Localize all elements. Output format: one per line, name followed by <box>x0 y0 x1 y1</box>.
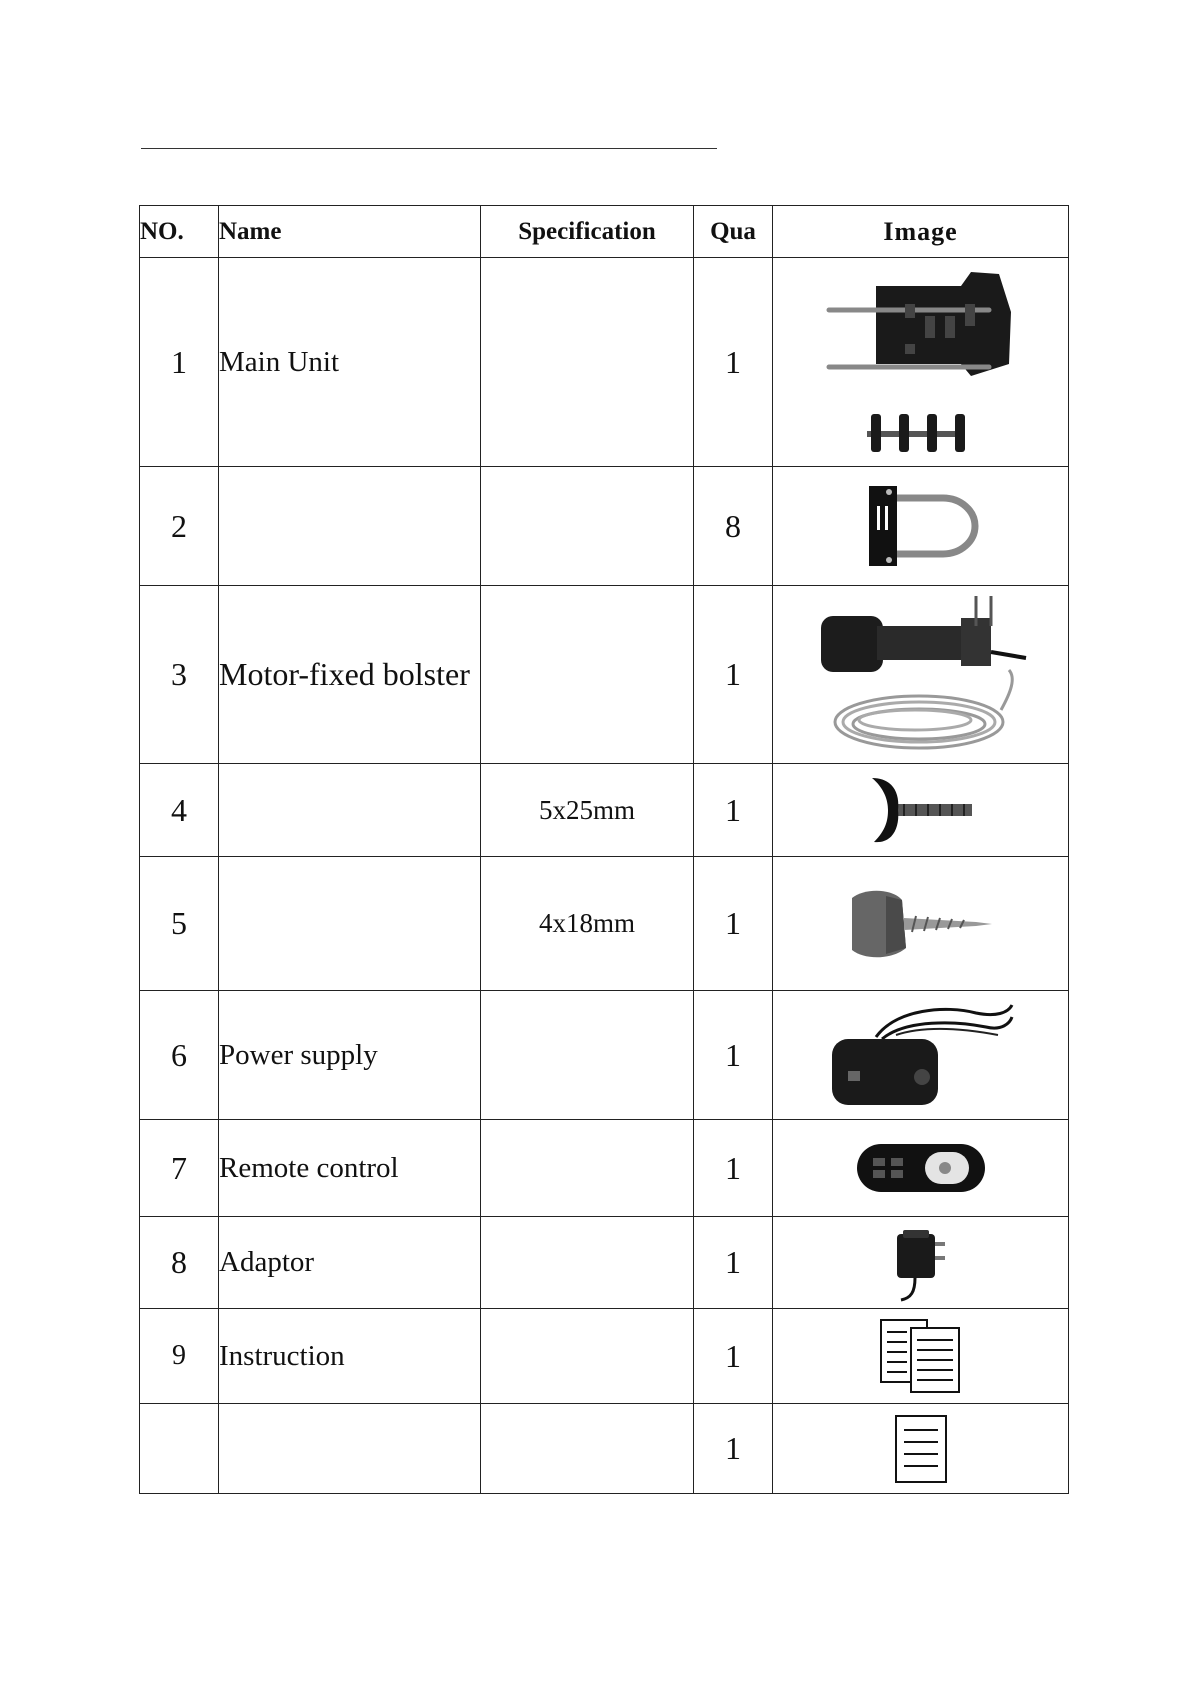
row-spec <box>481 991 694 1120</box>
row-image <box>773 1120 1069 1217</box>
row-no: 5 <box>140 857 219 991</box>
row-qua: 8 <box>694 467 773 586</box>
row-no: 3 <box>140 586 219 764</box>
table-row <box>140 1120 1069 1217</box>
row-spec <box>481 467 694 586</box>
row-image <box>773 1309 1069 1404</box>
row-image <box>773 258 1069 467</box>
row-qua: 1 <box>694 1309 773 1404</box>
u-bolt-clamp-icon <box>861 484 981 568</box>
table-row <box>140 1309 1069 1404</box>
row-image <box>773 991 1069 1120</box>
header-specification: Specification <box>481 206 694 258</box>
power-supply-icon <box>826 999 1016 1111</box>
main-unit-icon <box>821 264 1021 460</box>
row-spec <box>481 586 694 764</box>
row-name <box>219 857 481 991</box>
row-name <box>219 764 481 857</box>
document-icon <box>894 1414 948 1484</box>
row-no: 7 <box>140 1120 219 1217</box>
header-qua: Qua <box>694 206 773 258</box>
adaptor-icon <box>891 1222 951 1304</box>
row-image <box>773 857 1069 991</box>
wing-screw-icon <box>866 772 976 848</box>
row-no: 2 <box>140 467 219 586</box>
table-row <box>140 1404 1069 1494</box>
row-qua: 1 <box>694 857 773 991</box>
row-spec <box>481 1404 694 1494</box>
row-name: Instruction <box>219 1309 481 1404</box>
table-row <box>140 586 1069 764</box>
row-no: 6 <box>140 991 219 1120</box>
row-qua: 1 <box>694 764 773 857</box>
table-row <box>140 764 1069 857</box>
row-name: Remote control <box>219 1120 481 1217</box>
title-underline <box>141 148 717 149</box>
row-qua: 1 <box>694 991 773 1120</box>
table-row <box>140 1217 1069 1309</box>
row-no <box>140 1404 219 1494</box>
row-no: 4 <box>140 764 219 857</box>
header-no: NO. <box>140 206 219 258</box>
row-spec <box>481 1217 694 1309</box>
row-spec <box>481 1309 694 1404</box>
row-name: Power supply <box>219 991 481 1120</box>
table-header-row <box>140 206 1069 258</box>
table-row <box>140 258 1069 467</box>
table-row <box>140 991 1069 1120</box>
remote-control-icon <box>855 1142 987 1194</box>
row-qua: 1 <box>694 1404 773 1494</box>
row-qua: 1 <box>694 1120 773 1217</box>
row-name <box>219 467 481 586</box>
row-spec: 4x18mm <box>481 857 694 991</box>
row-spec: 5x25mm <box>481 764 694 857</box>
row-no: 8 <box>140 1217 219 1309</box>
knob-screw-icon <box>846 884 996 964</box>
row-name: Main Unit <box>219 258 481 467</box>
row-image <box>773 1217 1069 1309</box>
row-name: Adaptor <box>219 1217 481 1309</box>
row-qua: 1 <box>694 258 773 467</box>
header-image: Image <box>773 206 1069 258</box>
row-name <box>219 1404 481 1494</box>
row-no: 1 <box>140 258 219 467</box>
motor-bolster-with-cord-icon <box>811 592 1031 758</box>
instruction-documents-icon <box>879 1318 963 1394</box>
row-spec <box>481 258 694 467</box>
table-row <box>140 857 1069 991</box>
parts-list-table <box>139 205 1069 1494</box>
row-image <box>773 764 1069 857</box>
header-name: Name <box>219 206 481 258</box>
row-qua: 1 <box>694 586 773 764</box>
row-name: Motor-fixed bolster <box>219 586 481 764</box>
row-qua: 1 <box>694 1217 773 1309</box>
row-image <box>773 467 1069 586</box>
row-spec <box>481 1120 694 1217</box>
table-row <box>140 467 1069 586</box>
row-image <box>773 1404 1069 1494</box>
row-image <box>773 586 1069 764</box>
row-no: 9 <box>140 1309 219 1404</box>
